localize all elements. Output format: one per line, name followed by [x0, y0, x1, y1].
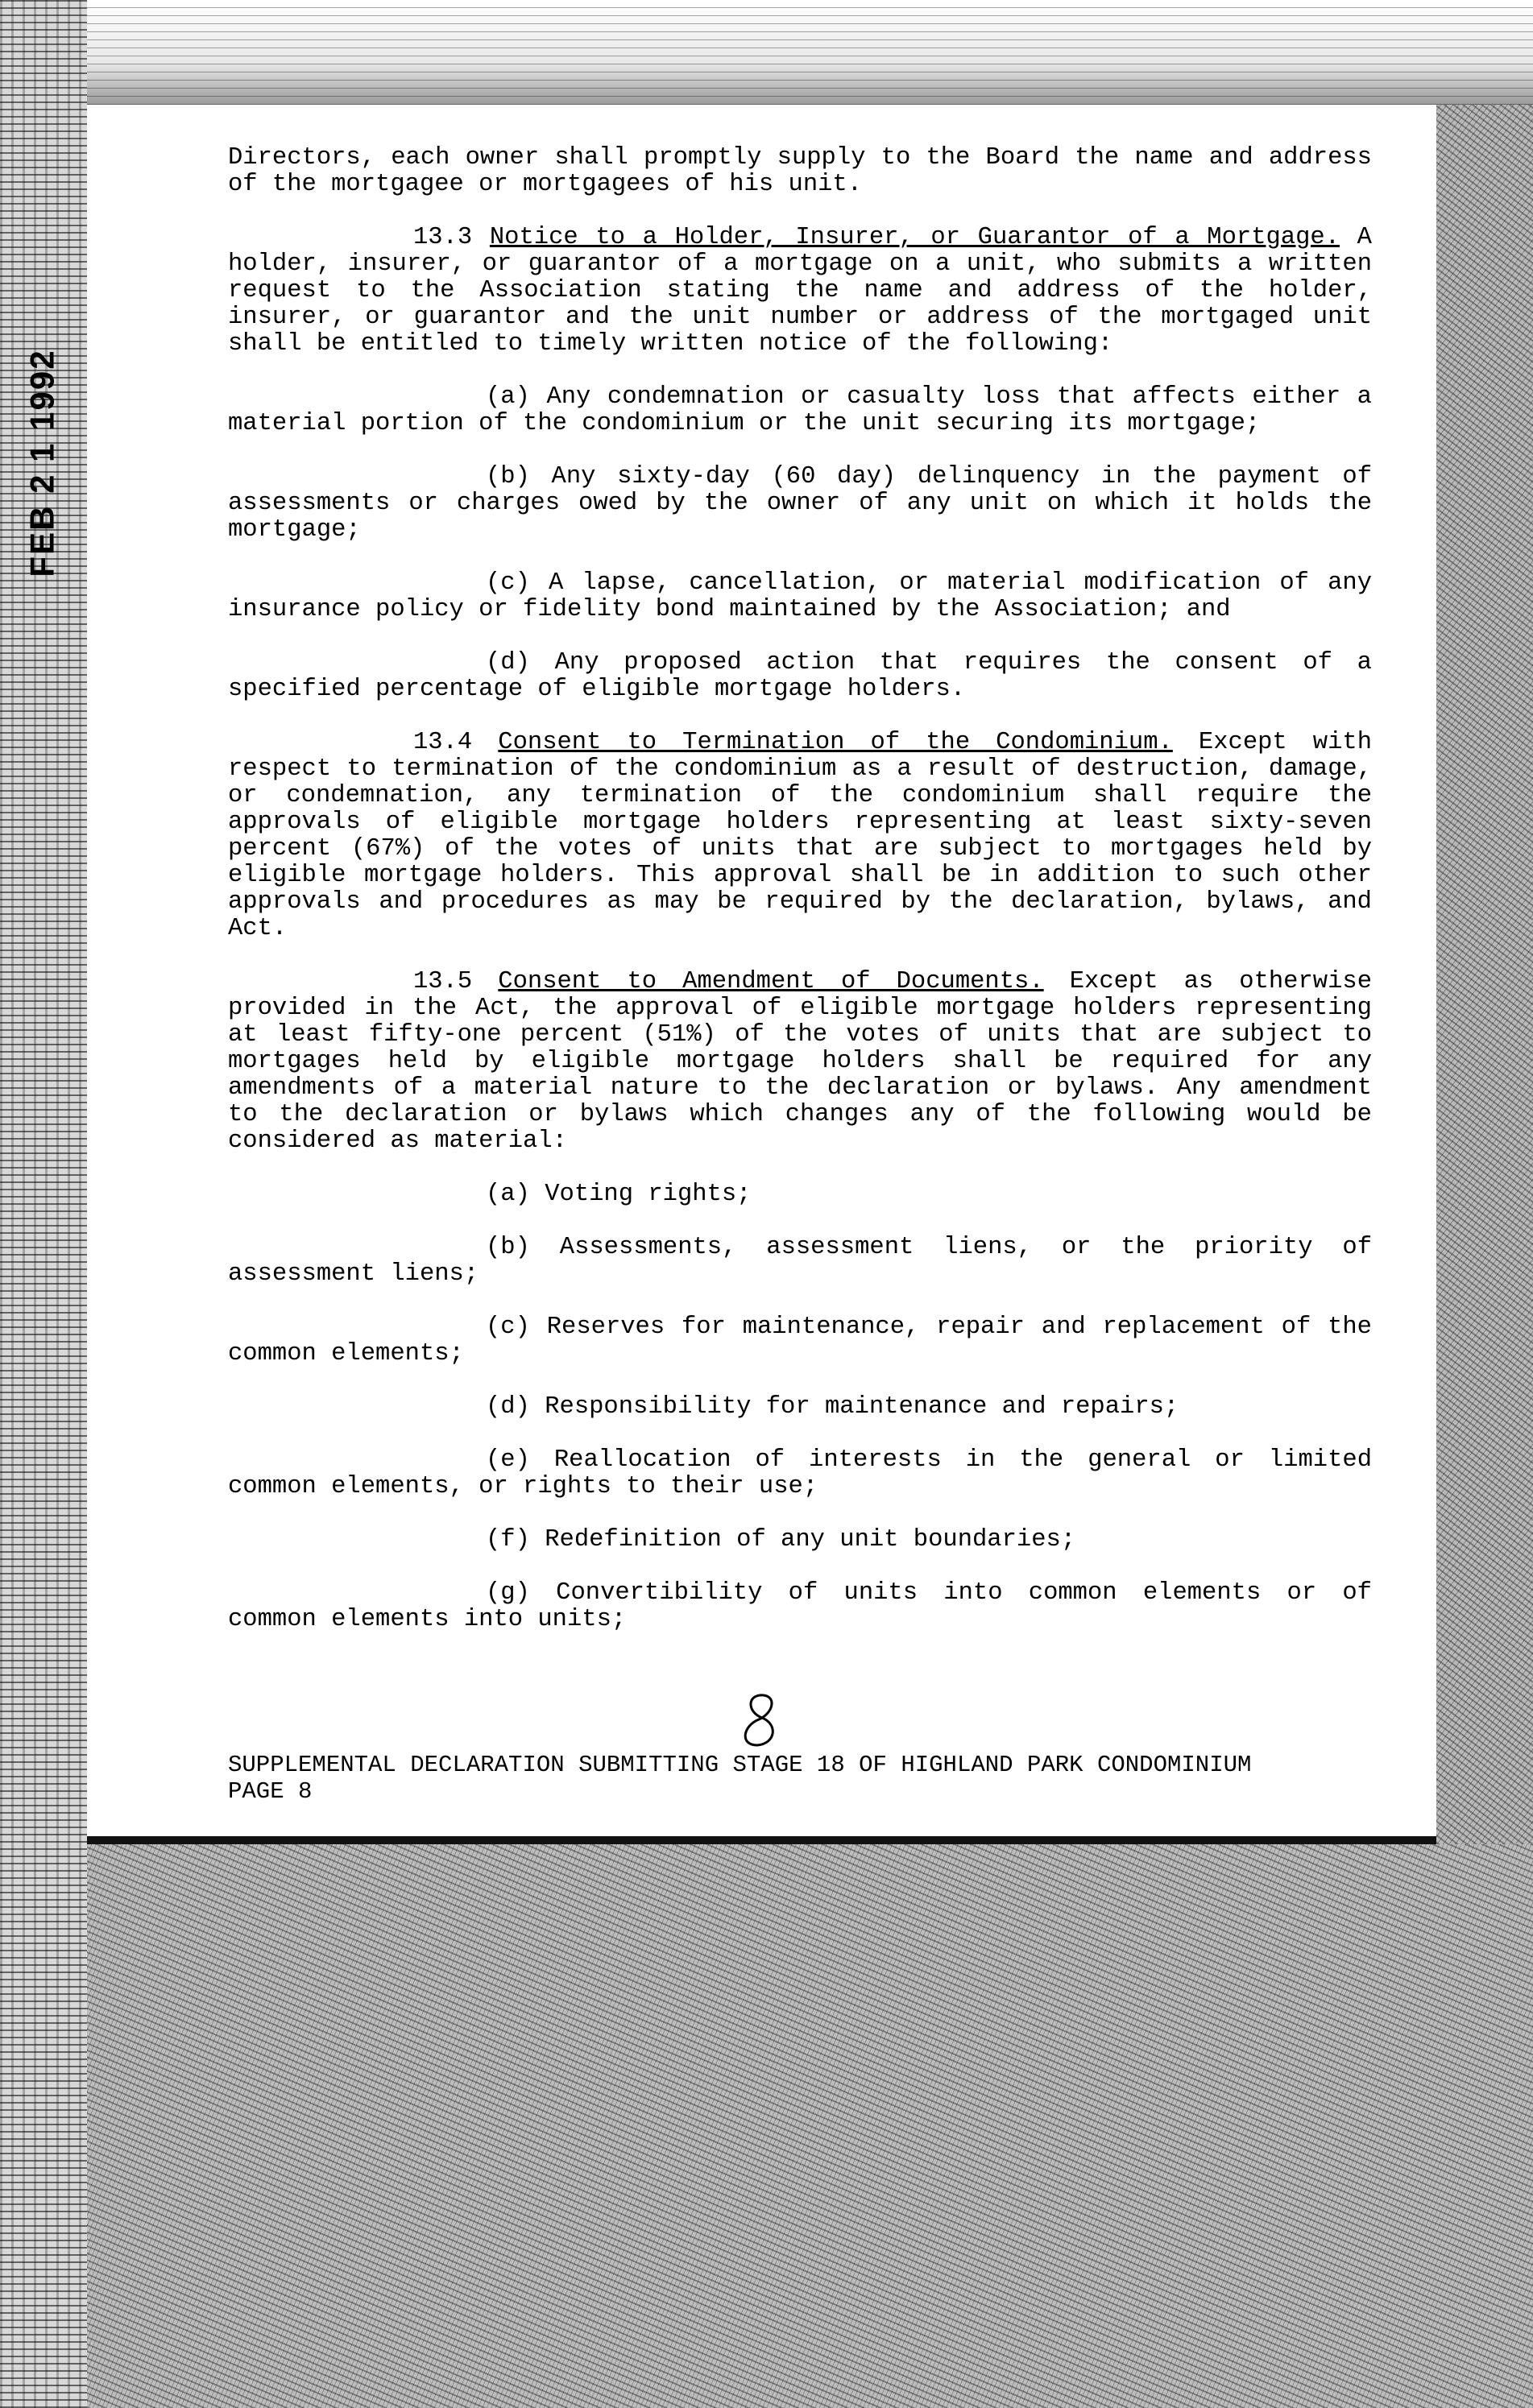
footer-page-number: PAGE 8	[228, 1778, 313, 1805]
list-item: (a) Any condemnation or casualty loss that affects either a material portion of the condominium or the unit securing its mortgage;	[228, 383, 1372, 437]
section-heading: Consent to Amendment of Documents.	[498, 968, 1044, 995]
section-13-5	[228, 969, 1372, 1155]
section-heading: Notice to a Holder, Insurer, or Guarantor of a Mortgage.	[489, 224, 1340, 251]
section-body: Except as otherwise provided in the Act, the approval of eligible mortgage holders representing at least fifty-one percent (51%) of the votes of units that are subject to mortgages held by eligible mortgage holders shall be required for any amendments of a material nature to the declaration or bylaws. Any amendment to the declaration or bylaws which changes any of the following would be considered as material:	[228, 968, 1372, 1155]
list-item: (c) A lapse, cancellation, or material modification of any insurance policy or fidelity bond maintained by the Association; and	[228, 569, 1372, 623]
list-item: (c) Reserves for maintenance, repair and replacement of the common elements;	[228, 1314, 1372, 1367]
document-page	[87, 105, 1436, 1844]
list-item: (g) Convertibility of units into common elements or of common elements into units;	[228, 1579, 1372, 1633]
document-body	[228, 145, 1372, 1660]
section-number: 13.5	[413, 968, 473, 995]
date-stamp	[15, 349, 71, 577]
scan-noise-bottom	[87, 1844, 1533, 2408]
section-13-3	[228, 225, 1372, 358]
list-item: (b) Any sixty-day (60 day) delinquency in the payment of assessments or charges owed by the owner of any unit on which it holds the mortgage;	[228, 463, 1372, 544]
footer-title: SUPPLEMENTAL DECLARATION SUBMITTING STAGE 18 OF HIGHLAND PARK CONDOMINIUM	[228, 1752, 1252, 1778]
scan-noise-top	[87, 0, 1533, 105]
list-item: (f) Redefinition of any unit boundaries;	[486, 1526, 1076, 1554]
section-13-4	[228, 730, 1372, 942]
section-body: Except with respect to termination of the condominium as a result of destruction, damage, or condemnation, any termination of the condominium shall require the approvals of eligible mortgage holders representing at least sixty-seven percent (67%) of the votes of units that are subject to mortgages held by eligible mortgage holders. This approval shall be in addition to such other approvals and procedures as may be required by the declaration, bylaws, and Act.	[228, 729, 1372, 942]
list-item: (a) Voting rights;	[486, 1181, 752, 1208]
list-item: (e) Reallocation of interests in the general or limited common elements, or rights to their use;	[228, 1446, 1372, 1500]
list-item: (b) Assessments, assessment liens, or the priority of assessment liens;	[228, 1234, 1372, 1288]
intro-paragraph: Directors, each owner shall promptly supply to the Board the name and address of the mortgagee or mortgagees of his unit.	[228, 144, 1372, 198]
section-heading: Consent to Termination of the Condominium.	[498, 729, 1173, 756]
date-stamp-text: FEB 2 1 1992	[23, 349, 62, 577]
handwritten-page-number-icon	[731, 1687, 788, 1752]
section-number: 13.3	[413, 224, 473, 251]
list-item: (d) Any proposed action that requires the consent of a specified percentage of eligible mortgage holders.	[228, 649, 1372, 703]
list-item: (d) Responsibility for maintenance and repairs;	[486, 1393, 1179, 1421]
section-body: A holder, insurer, or guarantor of a mortgage on a unit, who submits a written request to the Association stating the name and address of the holder, insurer, or guarantor and the unit number or address of the mortgaged unit shall be entitled to timely written notice of the following:	[228, 224, 1372, 358]
page-footer	[228, 1752, 1372, 1805]
section-number: 13.4	[413, 729, 473, 756]
